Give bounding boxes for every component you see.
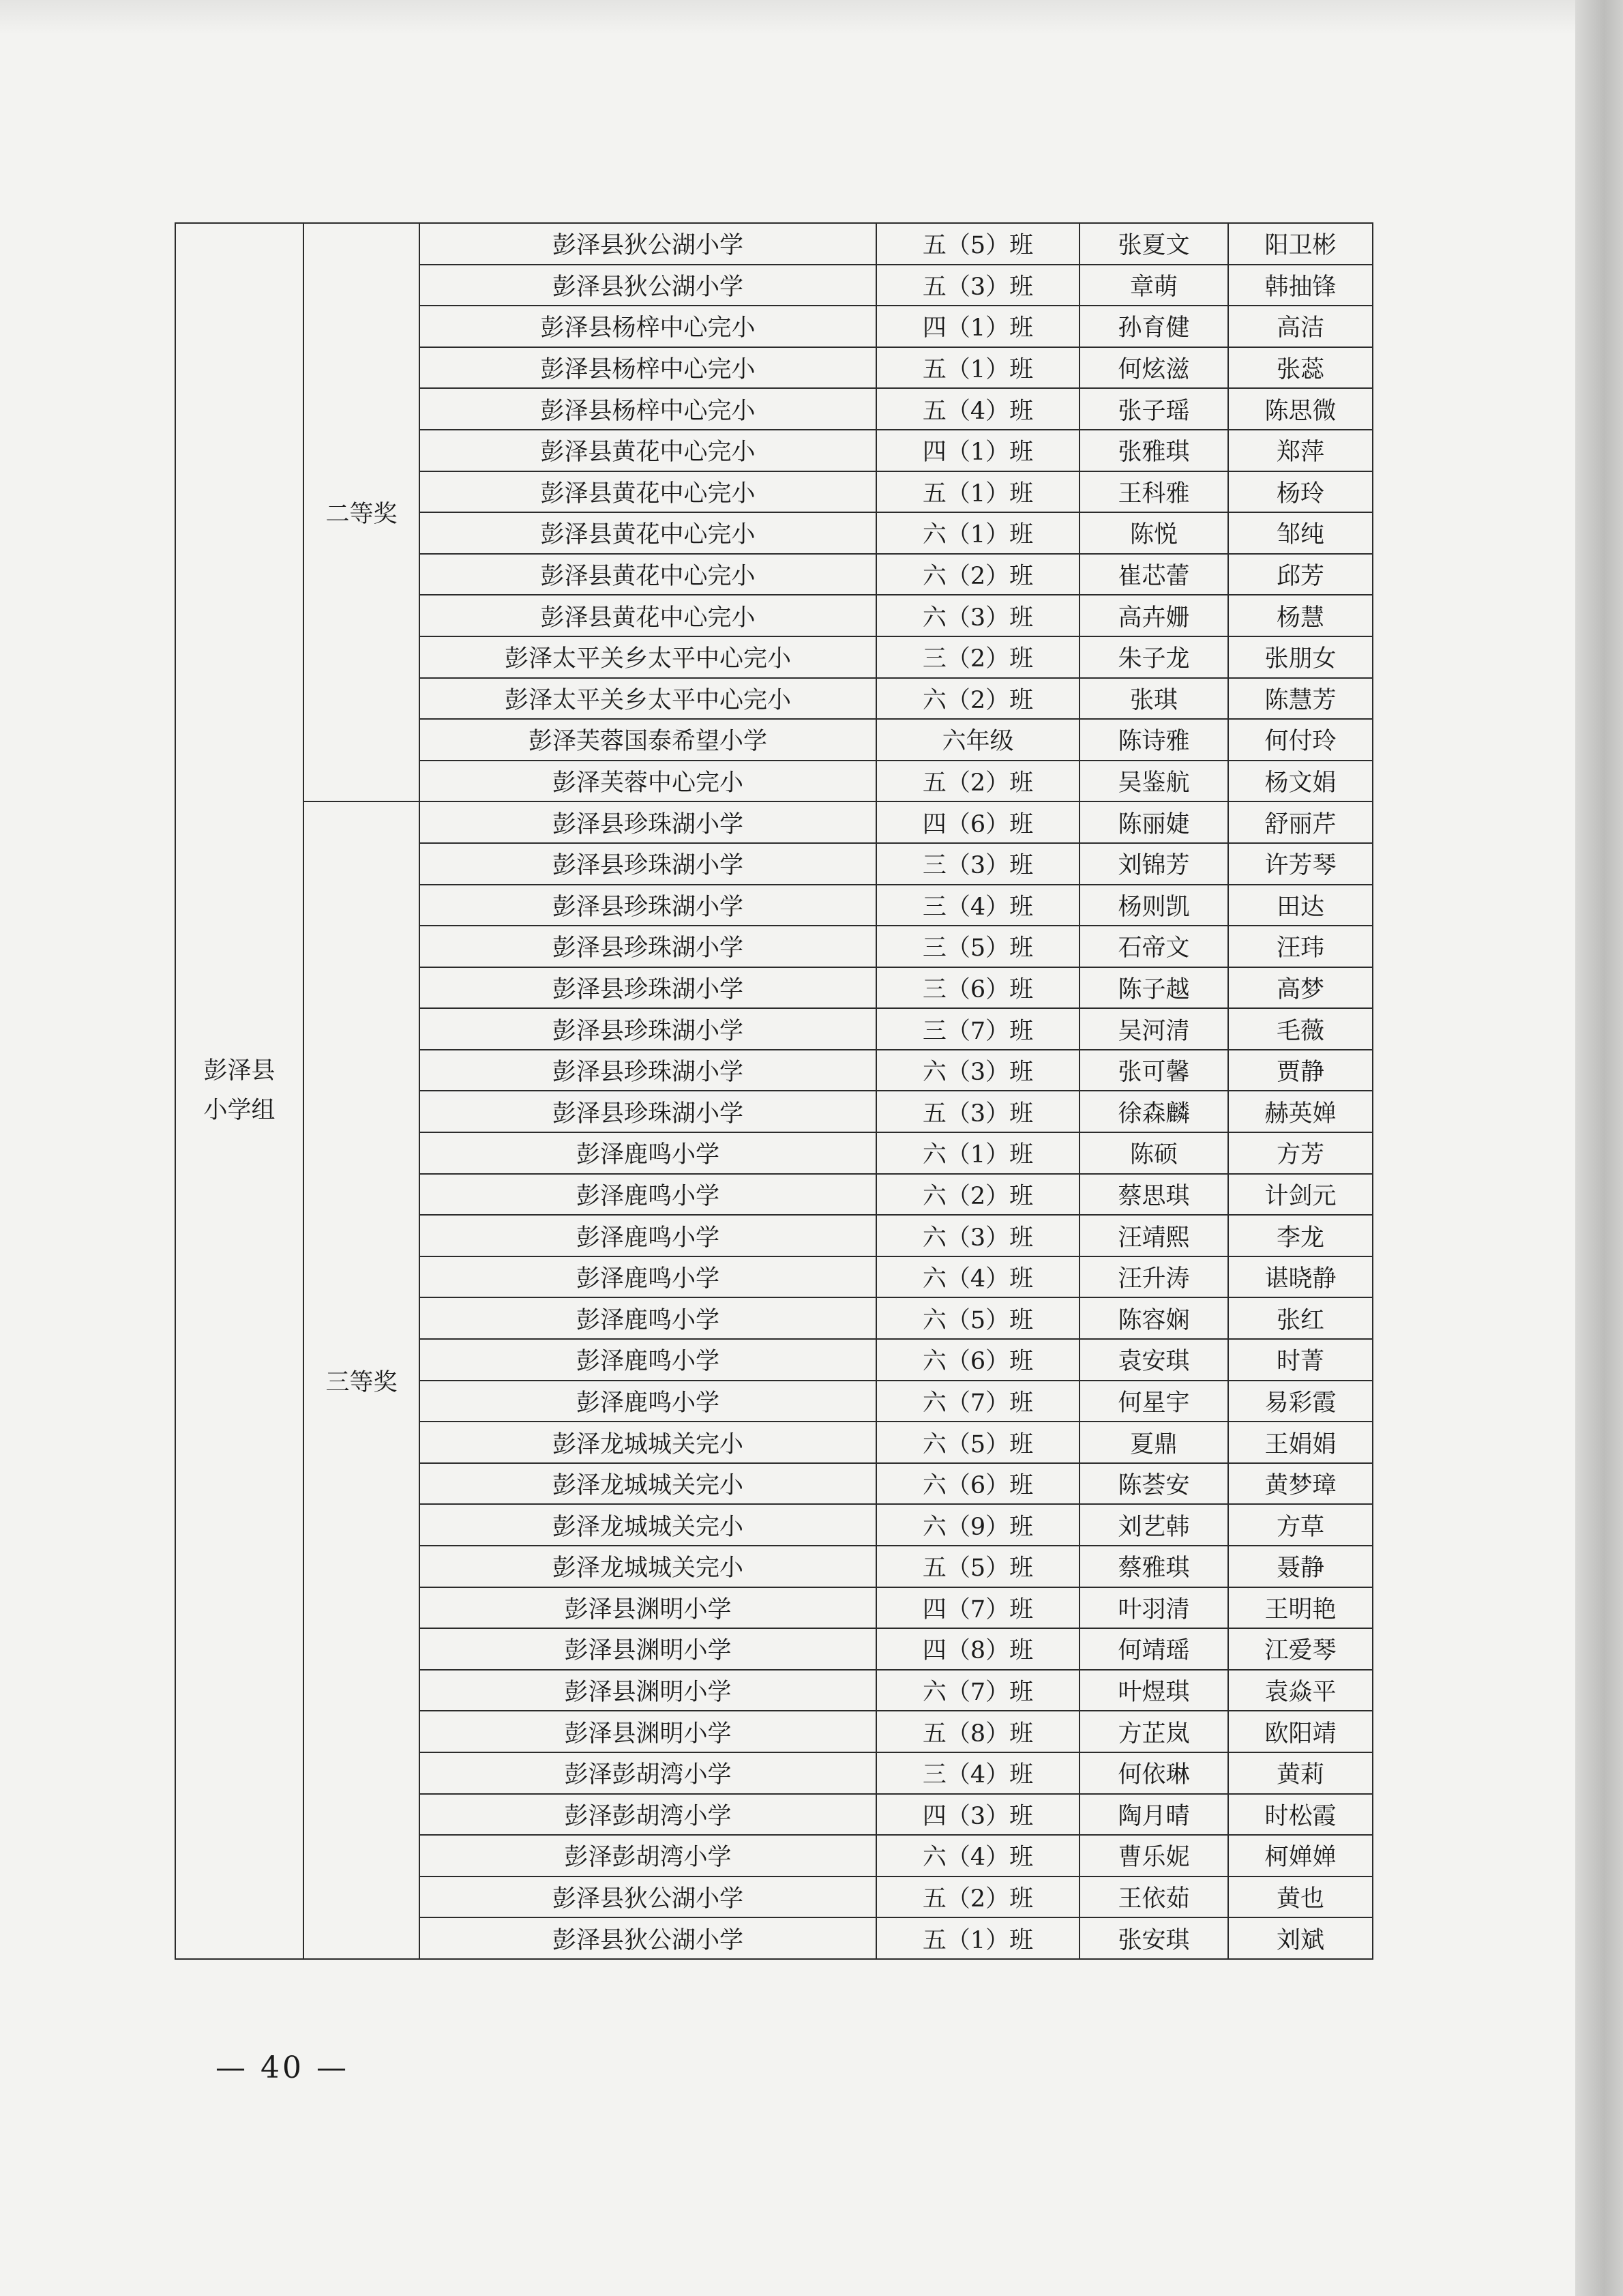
school-cell: 彭泽太平关乡太平中心完小 bbox=[419, 636, 876, 678]
class-cell: 三（6）班 bbox=[876, 967, 1079, 1009]
student-cell: 何星宇 bbox=[1079, 1381, 1228, 1422]
teacher-cell: 舒丽芹 bbox=[1228, 801, 1373, 843]
teacher-cell: 王娟娟 bbox=[1228, 1422, 1373, 1463]
teacher-cell: 欧阳靖 bbox=[1228, 1711, 1373, 1752]
class-cell: 六（3）班 bbox=[876, 595, 1079, 636]
class-cell: 六（4）班 bbox=[876, 1256, 1079, 1298]
school-cell: 彭泽县黄花中心完小 bbox=[419, 554, 876, 595]
class-cell: 六（6）班 bbox=[876, 1463, 1079, 1505]
teacher-cell: 江爱琴 bbox=[1228, 1628, 1373, 1670]
class-cell: 五（8）班 bbox=[876, 1711, 1079, 1752]
student-cell: 吴鉴航 bbox=[1079, 761, 1228, 802]
student-cell: 何靖瑶 bbox=[1079, 1628, 1228, 1670]
student-cell: 陈硕 bbox=[1079, 1132, 1228, 1174]
table-row bbox=[175, 223, 1373, 265]
class-cell: 六（3）班 bbox=[876, 1050, 1079, 1091]
teacher-cell: 何付玲 bbox=[1228, 719, 1373, 761]
class-cell: 六（6）班 bbox=[876, 1339, 1079, 1381]
teacher-cell: 袁焱平 bbox=[1228, 1670, 1373, 1711]
school-cell: 彭泽鹿鸣小学 bbox=[419, 1132, 876, 1174]
teacher-cell: 黄也 bbox=[1228, 1876, 1373, 1918]
class-cell: 三（4）班 bbox=[876, 1752, 1079, 1794]
student-cell: 张夏文 bbox=[1079, 223, 1228, 265]
class-cell: 四（1）班 bbox=[876, 430, 1079, 471]
student-cell: 陈悦 bbox=[1079, 512, 1228, 554]
award-table bbox=[175, 222, 1373, 1960]
teacher-cell: 计剑元 bbox=[1228, 1174, 1373, 1216]
teacher-cell: 韩抽锋 bbox=[1228, 265, 1373, 306]
class-cell: 四（8）班 bbox=[876, 1628, 1079, 1670]
school-cell: 彭泽县珍珠湖小学 bbox=[419, 926, 876, 967]
student-cell: 杨则凯 bbox=[1079, 885, 1228, 926]
page-binding-edge bbox=[1575, 0, 1623, 2296]
award-table-body bbox=[175, 223, 1373, 1959]
school-cell: 彭泽县珍珠湖小学 bbox=[419, 967, 876, 1009]
teacher-cell: 柯婵婵 bbox=[1228, 1835, 1373, 1876]
student-cell: 曹乐妮 bbox=[1079, 1835, 1228, 1876]
teacher-cell: 谌晓静 bbox=[1228, 1256, 1373, 1298]
teacher-cell: 时松霞 bbox=[1228, 1794, 1373, 1836]
teacher-cell: 黄梦璋 bbox=[1228, 1463, 1373, 1505]
student-cell: 汪靖熙 bbox=[1079, 1215, 1228, 1256]
class-cell: 六（9）班 bbox=[876, 1504, 1079, 1546]
class-cell: 三（4）班 bbox=[876, 885, 1079, 926]
student-cell: 张雅琪 bbox=[1079, 430, 1228, 471]
school-cell: 彭泽县珍珠湖小学 bbox=[419, 801, 876, 843]
student-cell: 石帝文 bbox=[1079, 926, 1228, 967]
group-line-1: 彭泽县 bbox=[203, 1057, 276, 1085]
teacher-cell: 杨文娟 bbox=[1228, 761, 1373, 802]
teacher-cell: 赫英婵 bbox=[1228, 1091, 1373, 1132]
school-cell: 彭泽县珍珠湖小学 bbox=[419, 843, 876, 885]
teacher-cell: 杨慧 bbox=[1228, 595, 1373, 636]
student-cell: 何炫滋 bbox=[1079, 347, 1228, 389]
group-cell bbox=[175, 223, 303, 1959]
student-cell: 叶煜琪 bbox=[1079, 1670, 1228, 1711]
class-cell: 五（3）班 bbox=[876, 1091, 1079, 1132]
student-cell: 陈丽婕 bbox=[1079, 801, 1228, 843]
school-cell: 彭泽鹿鸣小学 bbox=[419, 1215, 876, 1256]
class-cell: 五（5）班 bbox=[876, 1546, 1079, 1587]
student-cell: 张琪 bbox=[1079, 678, 1228, 720]
school-cell: 彭泽县渊明小学 bbox=[419, 1628, 876, 1670]
teacher-cell: 许芳琴 bbox=[1228, 843, 1373, 885]
teacher-cell: 陈慧芳 bbox=[1228, 678, 1373, 720]
school-cell: 彭泽县杨梓中心完小 bbox=[419, 388, 876, 430]
school-cell: 彭泽县珍珠湖小学 bbox=[419, 1091, 876, 1132]
student-cell: 高卉姗 bbox=[1079, 595, 1228, 636]
student-cell: 张子瑶 bbox=[1079, 388, 1228, 430]
teacher-cell: 聂静 bbox=[1228, 1546, 1373, 1587]
student-cell: 王科雅 bbox=[1079, 471, 1228, 513]
teacher-cell: 方草 bbox=[1228, 1504, 1373, 1546]
student-cell: 崔芯蕾 bbox=[1079, 554, 1228, 595]
student-cell: 陶月晴 bbox=[1079, 1794, 1228, 1836]
school-cell: 彭泽县狄公湖小学 bbox=[419, 223, 876, 265]
class-cell: 五（1）班 bbox=[876, 1917, 1079, 1959]
school-cell: 彭泽鹿鸣小学 bbox=[419, 1256, 876, 1298]
student-cell: 王依茹 bbox=[1079, 1876, 1228, 1918]
school-cell: 彭泽县黄花中心完小 bbox=[419, 471, 876, 513]
teacher-cell: 高梦 bbox=[1228, 967, 1373, 1009]
teacher-cell: 陈思微 bbox=[1228, 388, 1373, 430]
student-cell: 陈子越 bbox=[1079, 967, 1228, 1009]
school-cell: 彭泽县珍珠湖小学 bbox=[419, 885, 876, 926]
school-cell: 彭泽县狄公湖小学 bbox=[419, 1917, 876, 1959]
student-cell: 刘锦芳 bbox=[1079, 843, 1228, 885]
class-cell: 三（3）班 bbox=[876, 843, 1079, 885]
student-cell: 孙育健 bbox=[1079, 306, 1228, 347]
teacher-cell: 贾静 bbox=[1228, 1050, 1373, 1091]
student-cell: 夏鼎 bbox=[1079, 1422, 1228, 1463]
student-cell: 张安琪 bbox=[1079, 1917, 1228, 1959]
school-cell: 彭泽龙城城关完小 bbox=[419, 1463, 876, 1505]
school-cell: 彭泽县黄花中心完小 bbox=[419, 430, 876, 471]
teacher-cell: 邱芳 bbox=[1228, 554, 1373, 595]
teacher-cell: 张红 bbox=[1228, 1297, 1373, 1339]
class-cell: 五（2）班 bbox=[876, 761, 1079, 802]
class-cell: 六（2）班 bbox=[876, 1174, 1079, 1216]
student-cell: 徐森麟 bbox=[1079, 1091, 1228, 1132]
class-cell: 六（7）班 bbox=[876, 1381, 1079, 1422]
teacher-cell: 时菁 bbox=[1228, 1339, 1373, 1381]
class-cell: 四（1）班 bbox=[876, 306, 1079, 347]
school-cell: 彭泽彭胡湾小学 bbox=[419, 1794, 876, 1836]
student-cell: 蔡思琪 bbox=[1079, 1174, 1228, 1216]
school-cell: 彭泽县渊明小学 bbox=[419, 1670, 876, 1711]
class-cell: 六（5）班 bbox=[876, 1422, 1079, 1463]
school-cell: 彭泽鹿鸣小学 bbox=[419, 1339, 876, 1381]
class-cell: 三（7）班 bbox=[876, 1008, 1079, 1050]
school-cell: 彭泽鹿鸣小学 bbox=[419, 1174, 876, 1216]
student-cell: 何依琳 bbox=[1079, 1752, 1228, 1794]
student-cell: 方芷岚 bbox=[1079, 1711, 1228, 1752]
teacher-cell: 李龙 bbox=[1228, 1215, 1373, 1256]
student-cell: 陈容娴 bbox=[1079, 1297, 1228, 1339]
student-cell: 刘艺韩 bbox=[1079, 1504, 1228, 1546]
teacher-cell: 毛薇 bbox=[1228, 1008, 1373, 1050]
award-level-third: 三等奖 bbox=[303, 801, 419, 1959]
class-cell: 五（3）班 bbox=[876, 265, 1079, 306]
school-cell: 彭泽县渊明小学 bbox=[419, 1587, 876, 1629]
teacher-cell: 方芳 bbox=[1228, 1132, 1373, 1174]
teacher-cell: 张朋女 bbox=[1228, 636, 1373, 678]
class-cell: 六（1）班 bbox=[876, 1132, 1079, 1174]
teacher-cell: 刘斌 bbox=[1228, 1917, 1373, 1959]
class-cell: 五（1）班 bbox=[876, 347, 1079, 389]
class-cell: 四（6）班 bbox=[876, 801, 1079, 843]
student-cell: 汪升涛 bbox=[1079, 1256, 1228, 1298]
class-cell: 六年级 bbox=[876, 719, 1079, 761]
class-cell: 五（5）班 bbox=[876, 223, 1079, 265]
teacher-cell: 郑萍 bbox=[1228, 430, 1373, 471]
school-cell: 彭泽县珍珠湖小学 bbox=[419, 1008, 876, 1050]
class-cell: 六（3）班 bbox=[876, 1215, 1079, 1256]
school-cell: 彭泽县杨梓中心完小 bbox=[419, 347, 876, 389]
class-cell: 三（2）班 bbox=[876, 636, 1079, 678]
school-cell: 彭泽鹿鸣小学 bbox=[419, 1381, 876, 1422]
student-cell: 陈荟安 bbox=[1079, 1463, 1228, 1505]
class-cell: 三（5）班 bbox=[876, 926, 1079, 967]
student-cell: 袁安琪 bbox=[1079, 1339, 1228, 1381]
class-cell: 五（1）班 bbox=[876, 471, 1079, 513]
group-line-2: 小学组 bbox=[203, 1097, 276, 1125]
class-cell: 六（1）班 bbox=[876, 512, 1079, 554]
teacher-cell: 阳卫彬 bbox=[1228, 223, 1373, 265]
student-cell: 叶羽清 bbox=[1079, 1587, 1228, 1629]
school-cell: 彭泽龙城城关完小 bbox=[419, 1422, 876, 1463]
class-cell: 四（7）班 bbox=[876, 1587, 1079, 1629]
student-cell: 蔡雅琪 bbox=[1079, 1546, 1228, 1587]
school-cell: 彭泽县黄花中心完小 bbox=[419, 595, 876, 636]
class-cell: 六（5）班 bbox=[876, 1297, 1079, 1339]
teacher-cell: 汪玮 bbox=[1228, 926, 1373, 967]
class-cell: 五（2）班 bbox=[876, 1876, 1079, 1918]
table-row bbox=[175, 801, 1373, 843]
school-cell: 彭泽县狄公湖小学 bbox=[419, 265, 876, 306]
teacher-cell: 王明艳 bbox=[1228, 1587, 1373, 1629]
teacher-cell: 高洁 bbox=[1228, 306, 1373, 347]
student-cell: 吴河清 bbox=[1079, 1008, 1228, 1050]
scan-top-shadow bbox=[0, 0, 1575, 34]
school-cell: 彭泽芙蓉国泰希望小学 bbox=[419, 719, 876, 761]
teacher-cell: 易彩霞 bbox=[1228, 1381, 1373, 1422]
class-cell: 六（4）班 bbox=[876, 1835, 1079, 1876]
school-cell: 彭泽太平关乡太平中心完小 bbox=[419, 678, 876, 720]
school-cell: 彭泽县黄花中心完小 bbox=[419, 512, 876, 554]
page-number: — 40 — bbox=[215, 2050, 349, 2085]
school-cell: 彭泽彭胡湾小学 bbox=[419, 1752, 876, 1794]
teacher-cell: 邹纯 bbox=[1228, 512, 1373, 554]
student-cell: 陈诗雅 bbox=[1079, 719, 1228, 761]
student-cell: 朱子龙 bbox=[1079, 636, 1228, 678]
class-cell: 五（4）班 bbox=[876, 388, 1079, 430]
school-cell: 彭泽龙城城关完小 bbox=[419, 1546, 876, 1587]
school-cell: 彭泽鹿鸣小学 bbox=[419, 1297, 876, 1339]
school-cell: 彭泽龙城城关完小 bbox=[419, 1504, 876, 1546]
teacher-cell: 张蕊 bbox=[1228, 347, 1373, 389]
teacher-cell: 杨玲 bbox=[1228, 471, 1373, 513]
teacher-cell: 田达 bbox=[1228, 885, 1373, 926]
school-cell: 彭泽彭胡湾小学 bbox=[419, 1835, 876, 1876]
school-cell: 彭泽县渊明小学 bbox=[419, 1711, 876, 1752]
award-level-second: 二等奖 bbox=[303, 223, 419, 801]
school-cell: 彭泽县珍珠湖小学 bbox=[419, 1050, 876, 1091]
school-cell: 彭泽县狄公湖小学 bbox=[419, 1876, 876, 1918]
class-cell: 六（7）班 bbox=[876, 1670, 1079, 1711]
teacher-cell: 黄莉 bbox=[1228, 1752, 1373, 1794]
school-cell: 彭泽县杨梓中心完小 bbox=[419, 306, 876, 347]
student-cell: 章萌 bbox=[1079, 265, 1228, 306]
class-cell: 六（2）班 bbox=[876, 554, 1079, 595]
student-cell: 张可馨 bbox=[1079, 1050, 1228, 1091]
class-cell: 四（3）班 bbox=[876, 1794, 1079, 1836]
school-cell: 彭泽芙蓉中心完小 bbox=[419, 761, 876, 802]
class-cell: 六（2）班 bbox=[876, 678, 1079, 720]
